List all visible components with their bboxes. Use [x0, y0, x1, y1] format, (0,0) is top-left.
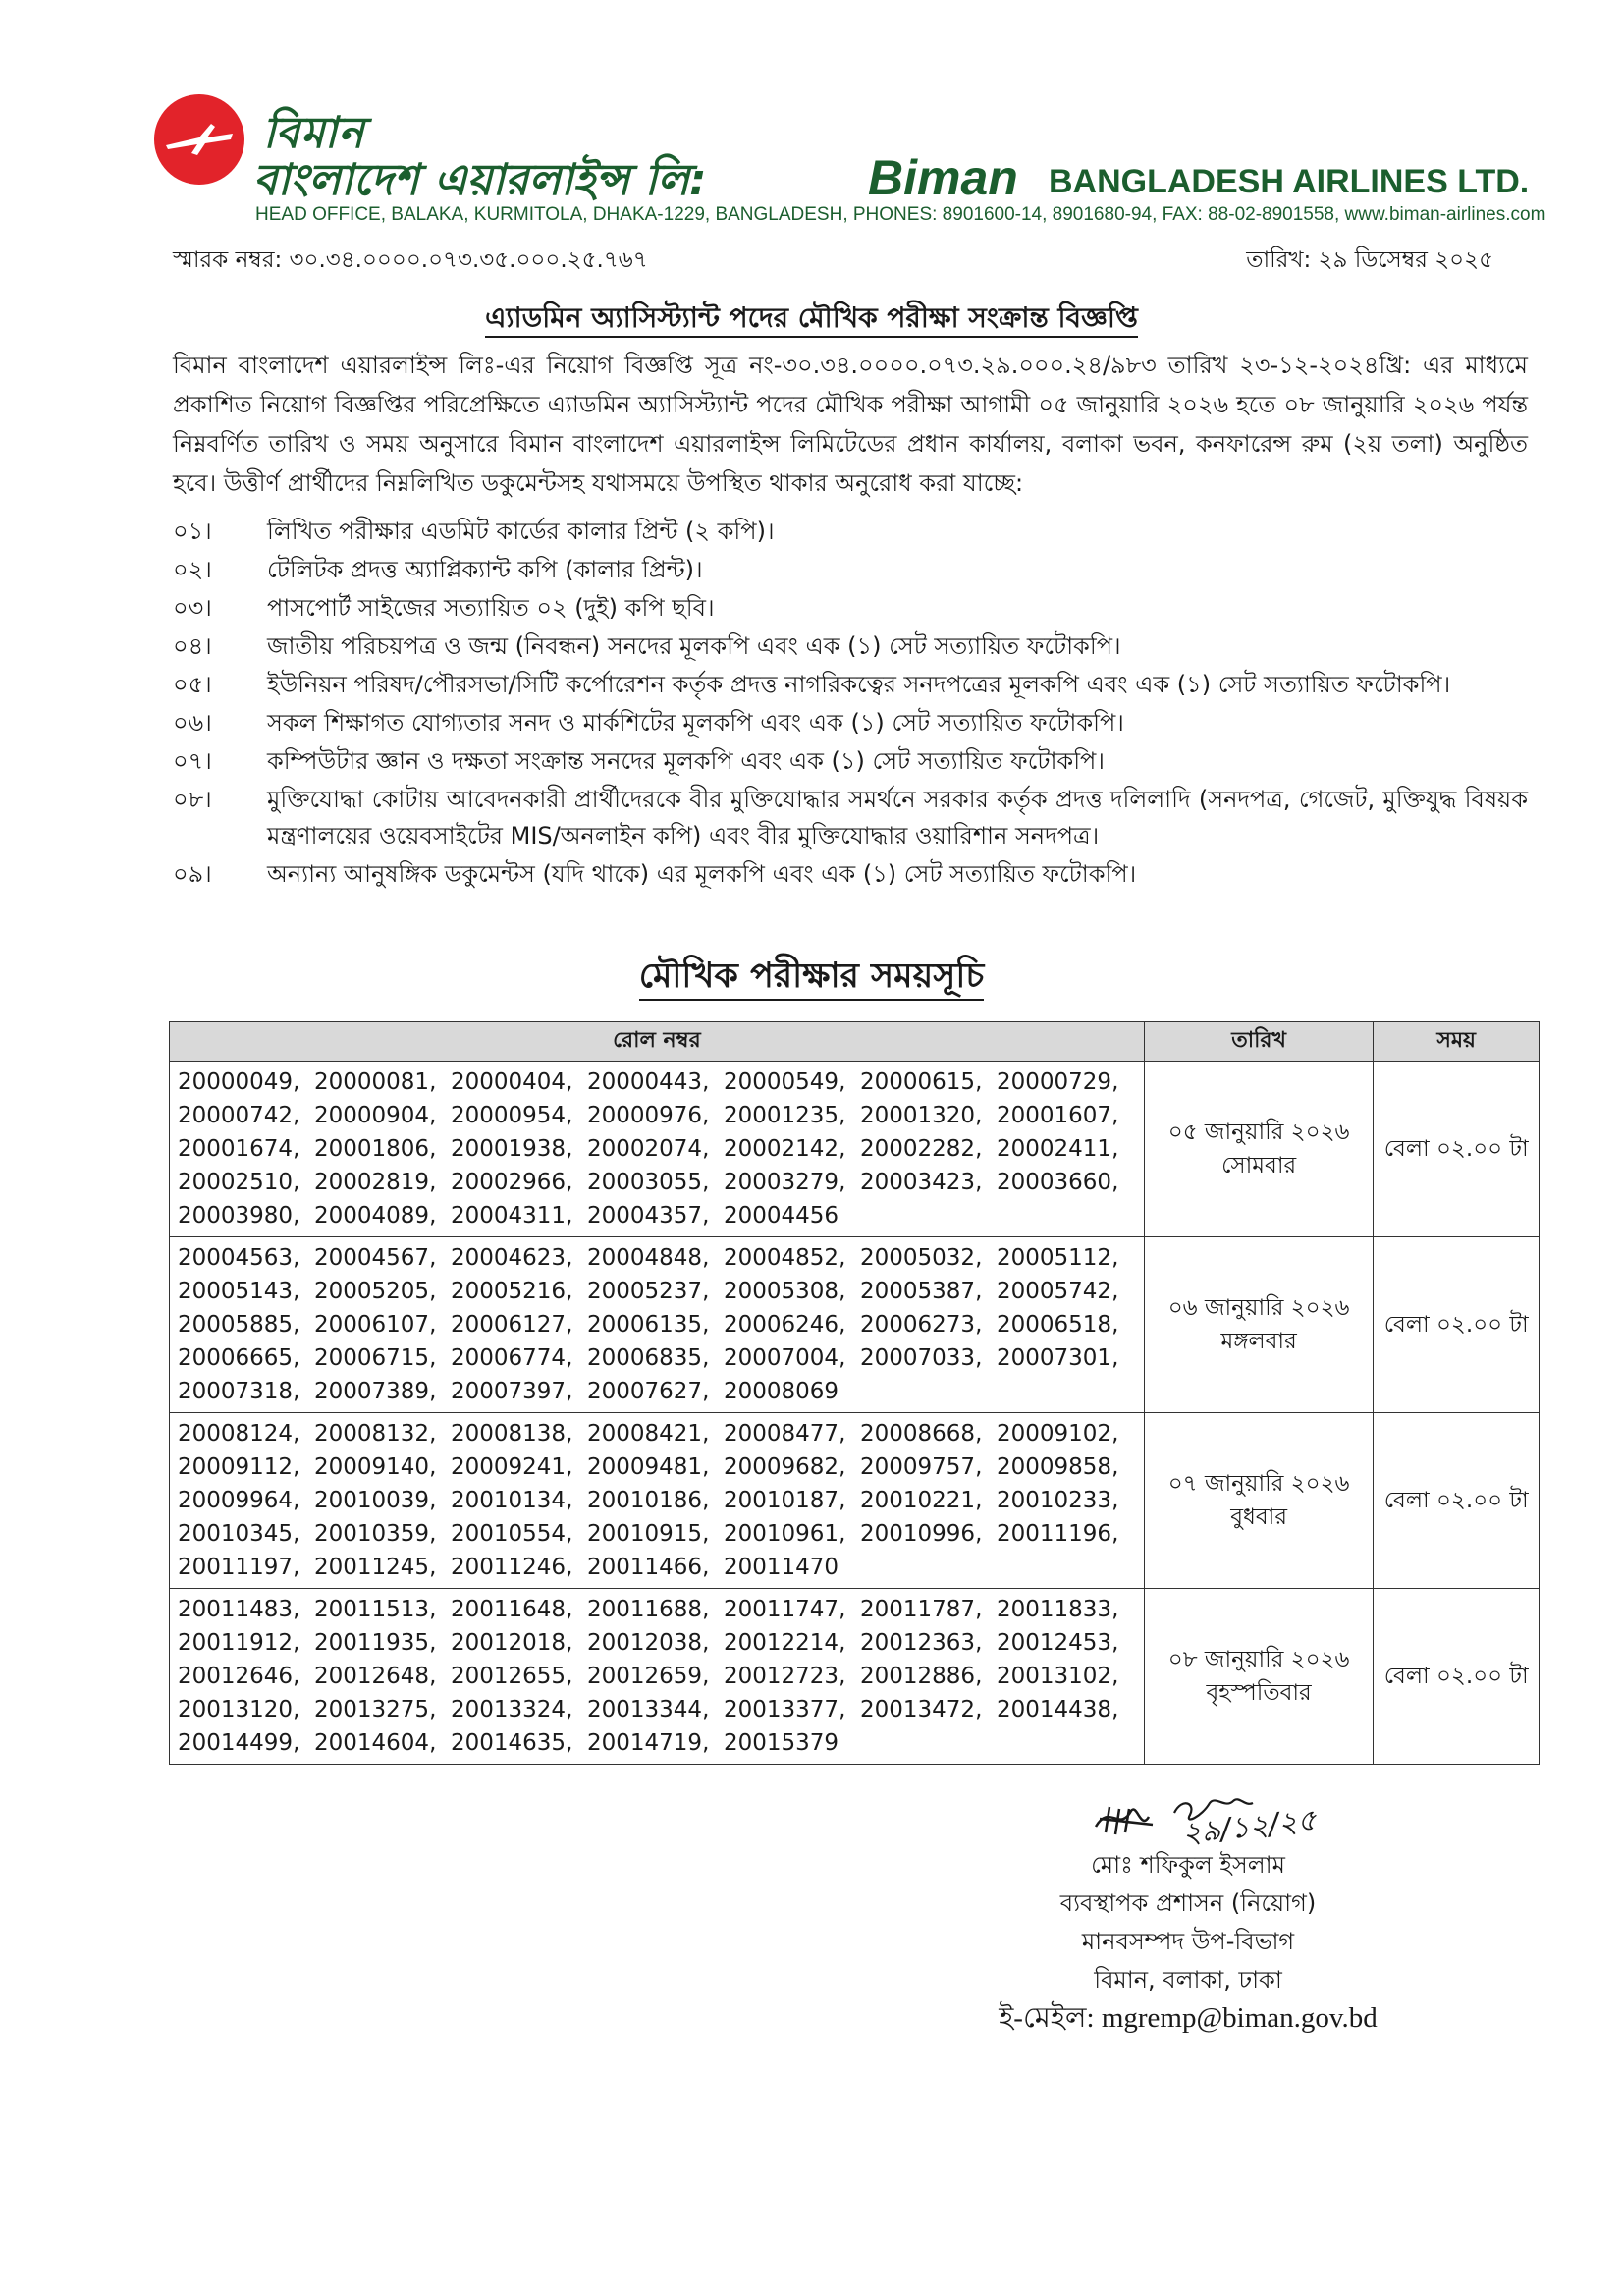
signature-date: ২৯/১২/২৫	[1180, 1802, 1319, 1852]
requirement-text: ইউনিয়ন পরিষদ/পৌরসভা/সিটি কর্পোরেশন কর্তৃক প্রদত্ত নাগরিকত্বের সনদপত্রের মূলকপি এবং এক (১) সেট সত্যায়িত ফটোকপি।	[267, 671, 1451, 698]
roll-number: 20000443,	[587, 1069, 710, 1095]
memo-number: স্মারক নম্বর: ৩০.৩৪.০০০০.০৭৩.৩৫.০০০.২৫.৭৬৭	[173, 247, 648, 273]
roll-numbers-cell	[170, 1237, 1145, 1413]
header-roll: রোল নম্বর	[170, 1022, 1145, 1062]
roll-number: 20000904,	[314, 1103, 437, 1128]
exam-time: বেলা ০২.০০ টা	[1374, 1413, 1540, 1589]
roll-number: 20012363,	[860, 1630, 983, 1656]
roll-number: 20002819,	[314, 1170, 437, 1195]
requirement-item	[173, 782, 1528, 854]
exam-date: ০৮ জানুয়ারি ২০২৬	[1167, 1647, 1350, 1672]
roll-number: 20010186,	[587, 1488, 710, 1513]
roll-number: 20005205,	[314, 1279, 437, 1304]
roll-number: 20004456	[724, 1203, 839, 1229]
roll-number: 20009481,	[587, 1454, 710, 1480]
roll-number: 20009757,	[860, 1454, 983, 1480]
roll-number: 20014604,	[314, 1730, 437, 1756]
roll-number: 20004357,	[587, 1203, 710, 1229]
roll-number: 20011245,	[314, 1555, 437, 1580]
roll-number: 20006715,	[314, 1345, 437, 1371]
exam-time: বেলা ০২.০০ টা	[1374, 1589, 1540, 1765]
roll-number: 20003980,	[178, 1203, 300, 1229]
roll-number: 20002282,	[860, 1136, 983, 1162]
roll-number: 20001320,	[860, 1103, 983, 1128]
signatory-office: বিমান, বলাকা, ঢাকা	[1094, 1966, 1282, 1994]
roll-number: 20011935,	[314, 1630, 437, 1656]
roll-number: 20013102,	[997, 1664, 1119, 1689]
roll-number: 20009964,	[178, 1488, 300, 1513]
roll-number: 20011466,	[587, 1555, 710, 1580]
schedule-title-text: মৌখিক পরীক্ষার সময়সূচি	[639, 957, 984, 1001]
schedule-title	[0, 949, 1623, 1007]
signatory-block	[923, 1846, 1453, 2038]
roll-number: 20006135,	[587, 1312, 710, 1338]
roll-number: 20006665,	[178, 1345, 300, 1371]
roll-number: 20011196,	[997, 1521, 1119, 1547]
requirement-text: টেলিটক প্রদত্ত অ্যাপ্লিক্যান্ট কপি (কালার প্রিন্ট)।	[267, 556, 703, 583]
roll-number: 20000404,	[451, 1069, 573, 1095]
roll-number: 20000049,	[178, 1069, 300, 1095]
roll-numbers-cell	[170, 1062, 1145, 1237]
requirement-text: মুক্তিযোদ্ধা কোটায় আবেদনকারী প্রার্থীদেরকে বীর মুক্তিযোদ্ধার সমর্থনে সরকার কর্তৃক প্রদত্ত দলিলাদি (সনদপত্র, গেজেট, মুক্তিযুদ্ধ বিষয়ক মন্ত্রণালয়ের ওয়েবসাইটের MIS/অনলাইন কপি) এবং বীর মুক্তিযোদ্ধার ওয়ারিশান সনদপত্র।	[267, 786, 1528, 849]
roll-number: 20008421,	[587, 1421, 710, 1447]
roll-number: 20004567,	[314, 1245, 437, 1271]
requirement-text: লিখিত পরীক্ষার এডমিট কার্ডের কালার প্রিন্ট (২ কপি)।	[267, 518, 775, 545]
roll-number: 20008132,	[314, 1421, 437, 1447]
roll-number: 20011787,	[860, 1597, 983, 1622]
roll-number: 20005885,	[178, 1312, 300, 1338]
roll-number: 20002142,	[724, 1136, 846, 1162]
roll-number: 20011483,	[178, 1597, 300, 1622]
roll-number: 20000615,	[860, 1069, 983, 1095]
memo-date: তারিখ: ২৯ ডিসেম্বর ২০২৫	[1246, 247, 1493, 273]
roll-number: 20007004,	[724, 1345, 846, 1371]
schedule-table	[169, 1021, 1540, 1765]
requirement-number: ০৭।	[173, 747, 212, 775]
roll-number: 20014719,	[587, 1730, 710, 1756]
roll-number: 20010221,	[860, 1488, 983, 1513]
exam-time: বেলা ০২.০০ টা	[1374, 1062, 1540, 1237]
roll-number: 20005742,	[997, 1279, 1119, 1304]
schedule-header-row	[170, 1022, 1540, 1062]
requirement-text: সকল শিক্ষাগত যোগ্যতার সনদ ও মার্কশিটের মূলকপি এবং এক (১) সেট সত্যায়িত ফটোকপি।	[267, 709, 1124, 737]
roll-number: 20006127,	[451, 1312, 573, 1338]
roll-number: 20012723,	[724, 1664, 846, 1689]
date-cell	[1144, 1237, 1374, 1413]
roll-number: 20009112,	[178, 1454, 300, 1480]
roll-number: 20008668,	[860, 1421, 983, 1447]
roll-number: 20011470	[724, 1555, 839, 1580]
schedule-body	[170, 1062, 1540, 1765]
roll-number: 20000729,	[997, 1069, 1119, 1095]
brand-name-bengali-line1: বিমান	[263, 108, 365, 158]
roll-number: 20005308,	[724, 1279, 846, 1304]
requirement-number: ০২।	[173, 556, 212, 583]
roll-number: 20011246,	[451, 1555, 573, 1580]
roll-number: 20000954,	[451, 1103, 573, 1128]
roll-number: 20008138,	[451, 1421, 573, 1447]
roll-number: 20007301,	[997, 1345, 1119, 1371]
roll-number: 20008124,	[178, 1421, 300, 1447]
roll-number: 20012018,	[451, 1630, 573, 1656]
roll-number: 20004623,	[451, 1245, 573, 1271]
roll-number: 20004089,	[314, 1203, 437, 1229]
roll-number: 20010233,	[997, 1488, 1119, 1513]
roll-number: 20010554,	[451, 1521, 573, 1547]
biman-logo	[154, 94, 244, 185]
roll-number: 20006835,	[587, 1345, 710, 1371]
roll-number: 20010345,	[178, 1521, 300, 1547]
brand-name-english: Biman	[868, 150, 1018, 205]
roll-number: 20000549,	[724, 1069, 846, 1095]
roll-number: 20001806,	[314, 1136, 437, 1162]
requirement-number: ০৪।	[173, 632, 212, 660]
roll-number: 20011648,	[451, 1597, 573, 1622]
brand-name-bengali-line2: বাংলাদেশ এয়ারলাইন্স লি:	[253, 155, 707, 205]
roll-number: 20005216,	[451, 1279, 573, 1304]
roll-number: 20002411,	[997, 1136, 1119, 1162]
roll-number: 20010134,	[451, 1488, 573, 1513]
roll-number: 20007318,	[178, 1379, 300, 1404]
requirement-number: ০৫।	[173, 671, 212, 698]
notice-title	[0, 297, 1623, 343]
roll-number: 20000081,	[314, 1069, 437, 1095]
date-cell	[1144, 1589, 1374, 1765]
roll-number: 20012038,	[587, 1630, 710, 1656]
roll-number: 20001674,	[178, 1136, 300, 1162]
roll-number: 20013120,	[178, 1697, 300, 1722]
exam-date: ০৬ জানুয়ারি ২০২৬	[1167, 1295, 1350, 1321]
roll-number: 20007397,	[451, 1379, 573, 1404]
roll-number: 20000742,	[178, 1103, 300, 1128]
requirement-number: ০৬।	[173, 709, 212, 737]
requirement-item	[173, 856, 1528, 893]
schedule-row	[170, 1062, 1540, 1237]
roll-number: 20000976,	[587, 1103, 710, 1128]
exam-time: বেলা ০২.০০ টা	[1374, 1237, 1540, 1413]
date-cell	[1144, 1413, 1374, 1589]
roll-number: 20012655,	[451, 1664, 573, 1689]
requirement-number: ০৯।	[173, 860, 212, 888]
header-date: তারিখ	[1144, 1022, 1374, 1062]
roll-number: 20010996,	[860, 1521, 983, 1547]
intro-paragraph: বিমান বাংলাদেশ এয়ারলাইন্স লিঃ-এর নিয়োগ বিজ্ঞপ্তি সূত্র নং-৩০.৩৪.০০০০.০৭৩.২৯.০০০.২৪/৯৮৩ তারিখ ২৩-১২-২০২৪খ্রি: এর মাধ্যমে প্রকাশিত নিয়োগ বিজ্ঞপ্তির পরিপ্রেক্ষিতে এ্যাডমিন অ্যাসিস্ট্যান্ট পদের মৌখিক পরীক্ষা আগামী ০৫ জানুয়ারি ২০২৬ হতে ০৮ জানুয়ারি ২০২৬ পর্যন্ত নিম্নবর্ণিত তারিখ ও সময় অনুসারে বিমান বাংলাদেশ এয়ারলাইন্স লিমিটেডের প্রধান কার্যালয়, বলাকা ভবন, কনফারেন্স রুম (২য় তলা) অনুষ্ঠিত হবে। উত্তীর্ণ প্রার্থীদের নিম্নলিখিত ডকুমেন্টসহ যথাসময়ে উপস্থিত থাকার অনুরোধ করা যাচ্ছে:	[173, 352, 1529, 497]
roll-number: 20011912,	[178, 1630, 300, 1656]
roll-number: 20007389,	[314, 1379, 437, 1404]
requirement-text: পাসপোর্ট সাইজের সত্যায়িত ০২ (দুই) কপি ছবি।	[267, 594, 715, 622]
roll-number: 20010915,	[587, 1521, 710, 1547]
roll-number: 20012886,	[860, 1664, 983, 1689]
roll-number: 20014438,	[997, 1697, 1119, 1722]
roll-number: 20001938,	[451, 1136, 573, 1162]
roll-number: 20011833,	[997, 1597, 1119, 1622]
schedule-row	[170, 1413, 1540, 1589]
exam-day: বুধবার	[1230, 1504, 1288, 1530]
requirement-number: ০১।	[173, 518, 212, 545]
roll-number: 20010187,	[724, 1488, 846, 1513]
roll-number: 20013344,	[587, 1697, 710, 1722]
roll-numbers-cell	[170, 1413, 1145, 1589]
roll-number: 20011197,	[178, 1555, 300, 1580]
roll-number: 20006246,	[724, 1312, 846, 1338]
roll-number: 20011747,	[724, 1597, 846, 1622]
roll-number: 20005387,	[860, 1279, 983, 1304]
requirement-text: অন্যান্য আনুষঙ্গিক ডকুমেন্টস (যদি থাকে) এর মূলকপি এবং এক (১) সেট সত্যায়িত ফটোকপি।	[267, 860, 1137, 888]
roll-number: 20003660,	[997, 1170, 1119, 1195]
roll-number: 20012659,	[587, 1664, 710, 1689]
signatory-email: ই-মেইল: mgremp@biman.gov.bd	[999, 2002, 1378, 2034]
bird-icon	[154, 94, 244, 185]
roll-number: 20012646,	[178, 1664, 300, 1689]
roll-number: 20004852,	[724, 1245, 846, 1271]
roll-number: 20007627,	[587, 1379, 710, 1404]
roll-number: 20010359,	[314, 1521, 437, 1547]
roll-number: 20003423,	[860, 1170, 983, 1195]
schedule-row	[170, 1237, 1540, 1413]
notice-title-text: এ্যাডমিন অ্যাসিস্ট্যান্ট পদের মৌখিক পরীক্ষা সংক্রান্ত বিজ্ঞপ্তি	[485, 301, 1138, 338]
roll-numbers-cell	[170, 1589, 1145, 1765]
roll-number: 20010961,	[724, 1521, 846, 1547]
roll-number: 20009858,	[997, 1454, 1119, 1480]
schedule-row	[170, 1589, 1540, 1765]
date-cell	[1144, 1062, 1374, 1237]
requirement-item	[173, 629, 1528, 665]
roll-number: 20005112,	[997, 1245, 1119, 1271]
roll-number: 20010039,	[314, 1488, 437, 1513]
roll-number: 20004563,	[178, 1245, 300, 1271]
roll-number: 20004311,	[451, 1203, 573, 1229]
roll-number: 20014499,	[178, 1730, 300, 1756]
signatory-name: মোঃ শফিকুল ইসলাম	[1091, 1851, 1285, 1879]
requirement-number: ০৮।	[173, 786, 212, 813]
roll-number: 20012453,	[997, 1630, 1119, 1656]
header-time: সময়	[1374, 1022, 1540, 1062]
roll-number: 20007033,	[860, 1345, 983, 1371]
requirement-item	[173, 743, 1528, 780]
signatory-department: মানবসম্পদ উপ-বিভাগ	[1081, 1928, 1295, 1955]
roll-number: 20009140,	[314, 1454, 437, 1480]
roll-number: 20009241,	[451, 1454, 573, 1480]
roll-number: 20008069	[724, 1379, 839, 1404]
requirement-item	[173, 590, 1528, 627]
requirement-item	[173, 514, 1528, 550]
roll-number: 20013324,	[451, 1697, 573, 1722]
roll-number: 20012214,	[724, 1630, 846, 1656]
requirement-text: কম্পিউটার জ্ঞান ও দক্ষতা সংক্রান্ত সনদের মূলকপি এবং এক (১) সেট সত্যায়িত ফটোকপি।	[267, 747, 1105, 775]
exam-day: সোমবার	[1221, 1153, 1297, 1178]
requirements-list	[173, 514, 1528, 895]
roll-number: 20006107,	[314, 1312, 437, 1338]
exam-day: মঙ্গলবার	[1220, 1329, 1297, 1354]
requirement-number: ০৩।	[173, 594, 212, 622]
roll-number: 20008477,	[724, 1421, 846, 1447]
roll-number: 20001607,	[997, 1103, 1119, 1128]
roll-number: 20009682,	[724, 1454, 846, 1480]
exam-date: ০৭ জানুয়ারি ২০২৬	[1167, 1471, 1350, 1497]
roll-number: 20013377,	[724, 1697, 846, 1722]
roll-number: 20001235,	[724, 1103, 846, 1128]
roll-number: 20012648,	[314, 1664, 437, 1689]
brand-name-english-rest: BANGLADESH AIRLINES LTD.	[1049, 163, 1530, 200]
roll-number: 20014635,	[451, 1730, 573, 1756]
roll-number: 20005143,	[178, 1279, 300, 1304]
roll-number: 20009102,	[997, 1421, 1119, 1447]
requirement-item	[173, 552, 1528, 588]
exam-date: ০৫ জানুয়ারি ২০২৬	[1167, 1120, 1350, 1145]
requirement-item	[173, 667, 1528, 703]
signatory-designation: ব্যবস্থাপক প্রশাসন (নিয়োগ)	[1059, 1889, 1317, 1917]
roll-number: 20011513,	[314, 1597, 437, 1622]
roll-number: 20002074,	[587, 1136, 710, 1162]
roll-number: 20002966,	[451, 1170, 573, 1195]
requirement-item	[173, 705, 1528, 741]
head-office-address: HEAD OFFICE, BALAKA, KURMITOLA, DHAKA-1229, BANGLADESH, PHONES: 8901600-14, 8901680-94, FAX: 88-02-8901558, www.biman-airlines.com	[255, 204, 1546, 225]
roll-number: 20003055,	[587, 1170, 710, 1195]
roll-number: 20006774,	[451, 1345, 573, 1371]
roll-number: 20013472,	[860, 1697, 983, 1722]
roll-number: 20002510,	[178, 1170, 300, 1195]
roll-number: 20005032,	[860, 1245, 983, 1271]
roll-number: 20006273,	[860, 1312, 983, 1338]
roll-number: 20015379	[724, 1730, 839, 1756]
roll-number: 20003279,	[724, 1170, 846, 1195]
requirement-text: জাতীয় পরিচয়পত্র ও জন্ম (নিবন্ধন) সনদের মূলকপি এবং এক (১) সেট সত্যায়িত ফটোকপি।	[267, 632, 1121, 660]
roll-number: 20006518,	[997, 1312, 1119, 1338]
exam-day: বৃহস্পতিবার	[1206, 1680, 1312, 1706]
roll-number: 20005237,	[587, 1279, 710, 1304]
roll-number: 20011688,	[587, 1597, 710, 1622]
roll-number: 20013275,	[314, 1697, 437, 1722]
roll-number: 20004848,	[587, 1245, 710, 1271]
